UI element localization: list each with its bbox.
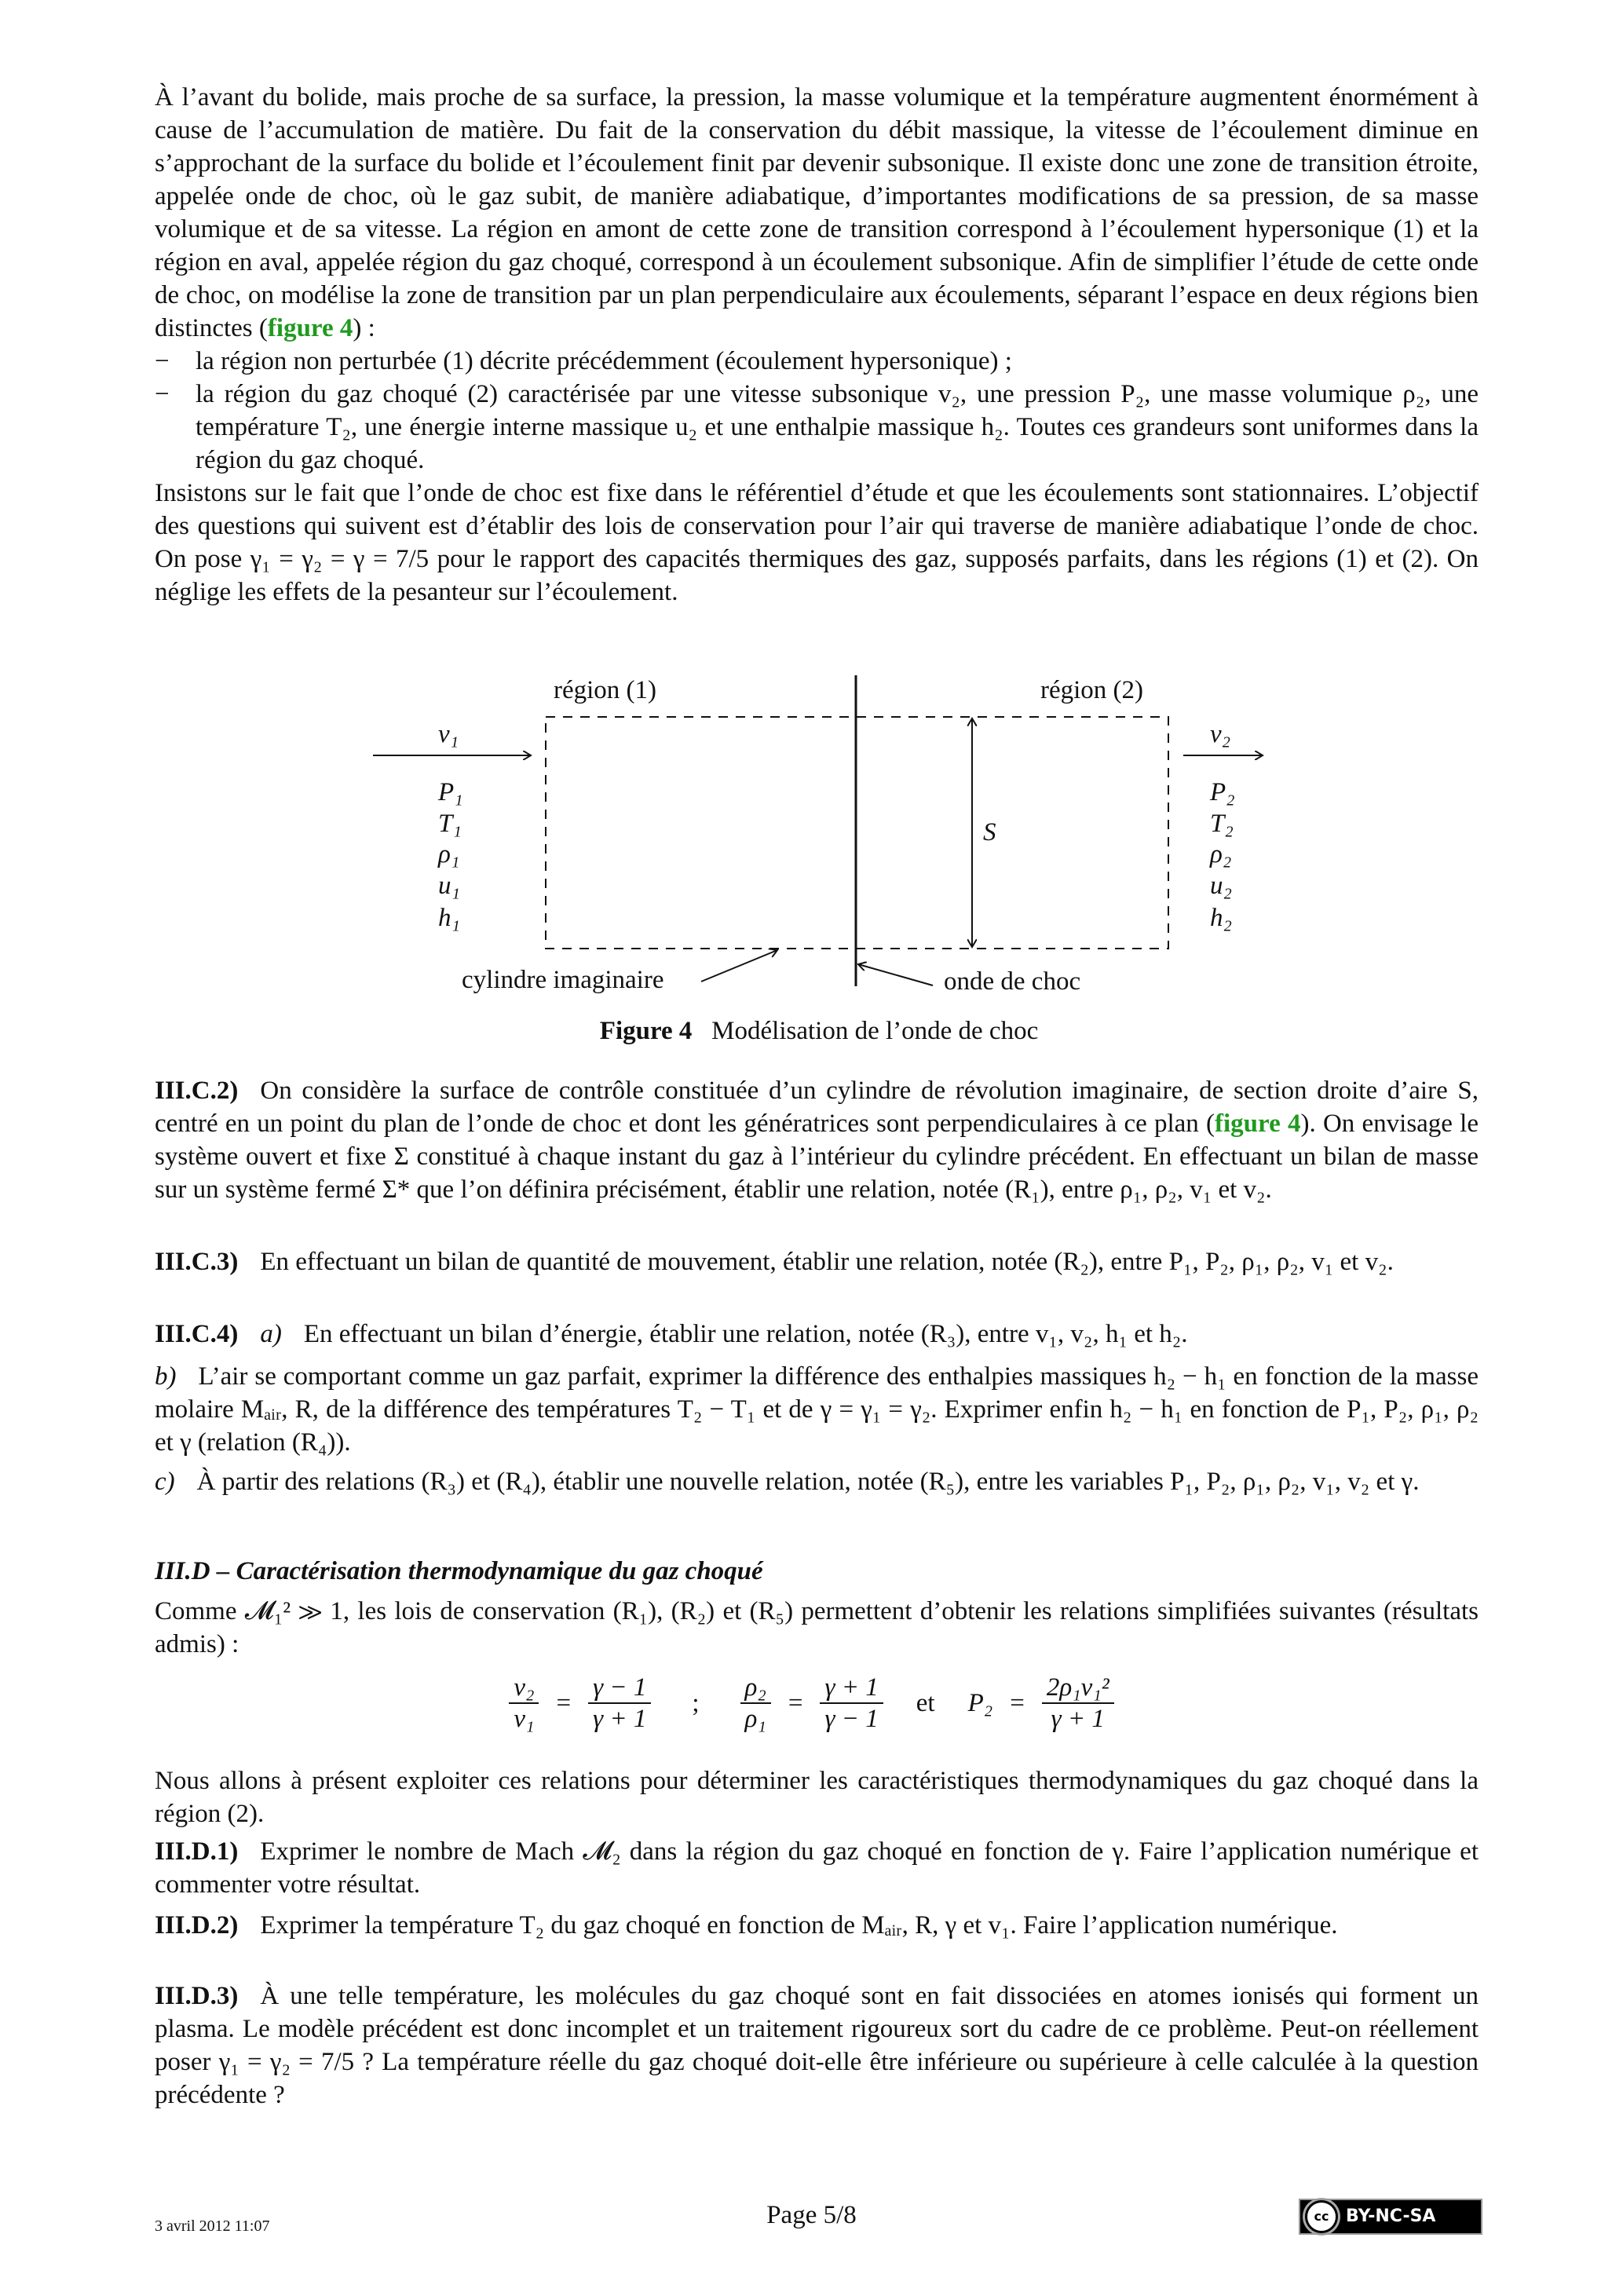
h2-label: h₂	[1210, 904, 1232, 932]
page-number: Page 5/8	[766, 2201, 857, 2229]
shock-pointer-arrow	[858, 964, 933, 985]
region-list	[155, 345, 1479, 477]
figure-4-link[interactable]: figure 4	[1215, 1110, 1301, 1138]
shock-label: onde de choc	[944, 967, 1081, 996]
u2-label: u₂	[1210, 872, 1232, 900]
section-d-after: Nous allons à présent exploiter ces relations pour déterminer les caractéristiques thermodynamiques du gaz choqué dans la région (2).	[155, 1767, 1479, 1828]
question-c4c: c) À partir des relations (R₃) et (R₄), établir une nouvelle relation, notée (R₅), entre les variables P₁, P₂, ρ₁, ρ₂, v₁, v₂ et γ.	[155, 1468, 1420, 1496]
region-2-label: région (2)	[1040, 676, 1144, 704]
cc-icon: cc	[1305, 2200, 1338, 2233]
question-d3: III.D.3) À une telle température, les molécules du gaz choqué sont en fait dissociées en atomes ionisés qui forment un plasma. Le modèle précédent est donc incomplet et un traitement rigoureux sort du cadre de ce problème. Peut-on réellement poser γ₁ = γ₂ = 7/5 ? La température réelle du gaz choqué doit-elle être inférieure ou supérieure à celle calculée à la question précédente ?	[155, 1982, 1479, 2109]
license-badge: cc BY-NC-SA	[1300, 2200, 1481, 2233]
footer-date: 3 avril 2012 11:07	[155, 2217, 270, 2235]
v1-label: v₁	[438, 720, 459, 748]
list-item: − la région non perturbée (1) décrite précédemment (écoulement hypersonique) ;	[155, 347, 1012, 375]
figure-caption: Figure 4 Modélisation de l’onde de choc	[599, 1017, 1039, 1045]
p1-label: P₁	[438, 778, 463, 806]
figure-4-link[interactable]: figure 4	[267, 314, 353, 342]
question-d1: III.D.1) Exprimer le nombre de Mach 𝓜₂ dans la région du gaz choqué en fonction de γ. Faire l’application numérique et commenter votre résultat.	[155, 1837, 1479, 1899]
rho2-label: ρ₂	[1210, 840, 1232, 868]
section-heading-iii-d: III.D – Caractérisation thermodynamique du gaz choqué	[155, 1557, 763, 1585]
s-label: S	[983, 818, 996, 846]
question-c4b: b) L’air se comportant comme un gaz parfait, exprimer la différence des enthalpies massiques h₂ − h₁ en fonction de la masse molaire Mₐᵢᵣ, R, de la différence des températures T₂ − T₁ et de γ = γ₁ = γ₂. Exprimer enfin h₂ − h₁ en fonction de P₁, P₂, ρ₁, ρ₂ et γ (relation (R₄)).	[155, 1362, 1479, 1457]
imaginary-cylinder	[546, 717, 1168, 949]
question-d2: III.D.2) Exprimer la température T₂ du gaz choqué en fonction de Mₐᵢᵣ, R, γ et v₁. Faire l’application numérique.	[155, 1911, 1338, 1940]
hypothesis-paragraph: Insistons sur le fait que l’onde de choc est fixe dans le référentiel d’étude et que les écoulements sont stationnaires. L’objectif des questions qui suivent est d’établir des lois de conservation pour l’air qui traverse de manière adiabatique l’onde de choc. On pose γ₁ = γ₂ = γ = 7/5 pour le rapport des capacités thermiques des gaz, supposés parfaits, dans les régions (1) et (2). On néglige les effets de la pesanteur sur l’écoulement.	[155, 479, 1479, 606]
intro-paragraph: À l’avant du bolide, mais proche de sa surface, la pression, la masse volumique et la température augmentent énormément à cause de l’accumulation de matière. Du fait de la conservation du débit massique, la vitesse de l’écoulement diminue en s’approchant de la surface du bolide et l’écoulement finit par devenir subsonique. Il existe donc une zone de transition étroite, appelée onde de choc, où le gaz subit, de manière adiabatique, d’importantes modifications de sa pression, de sa masse volumique et de sa vitesse. La région en amont de cette zone de transition correspond à l’écoulement hypersonique (1) et la région en aval, appelée région du gaz choqué, correspond à un écoulement subsonique. Afin de simplifier l’étude de cette onde de choc, on modélise la zone de transition par un plan perpendiculaire aux écoulements, séparant l’espace en deux régions bien distinctes (figure 4) :	[155, 83, 1479, 342]
u1-label: u₁	[438, 872, 460, 900]
t1-label: T₁	[438, 810, 462, 838]
region-1-label: région (1)	[554, 676, 657, 704]
p2-label: P₂	[1210, 778, 1235, 806]
rho1-label: ρ₁	[438, 840, 460, 868]
cylinder-pointer-arrow	[701, 950, 777, 982]
t2-label: T₂	[1210, 810, 1234, 838]
list-item: − la région du gaz choqué (2) caractérisée par une vitesse subsonique v₂, une pression P₂, une masse volumique ρ₂, une température T₂, une énergie interne massique u₂ et une enthalpie massique h₂. Toutes ces grandeurs sont uniformes dans la région du gaz choqué.	[155, 380, 1479, 474]
intro-section	[155, 81, 1479, 609]
h1-label: h₁	[438, 904, 460, 932]
simplified-relations-equation: $\frac{\text{v₂}}{\text{v₁}}$ = $\frac{\gamma - 1}{\gamma + 1}$ ; $\frac{\text{ρ₂}}{\text{ρ₁}}$ = $\frac{\gamma + 1}{\gamma - 1}$ et P₂ = $\frac{\text{2ρ₁v₁²}}{\gamma + 1}$	[0, 1673, 1623, 1734]
page-footer	[0, 2199, 1623, 2238]
question-c3: III.C.3) En effectuant un bilan de quantité de mouvement, établir une relation, notée (R₂), entre P₁, P₂, ρ₁, ρ₂, v₁ et v₂.	[155, 1248, 1394, 1276]
question-c2: III.C.2) On considère la surface de contrôle constituée d’un cylindre de révolution imaginaire, de section droite d’aire S, centré en un point du plan de l’onde de choc et dont les génératrices sont perpendiculaires à ce plan (figure 4). On envisage le système ouvert et fixe Σ constitué à chaque instant du gaz à l’intérieur du cylindre précédent. En effectuant un bilan de masse sur un système fermé Σ* que l’on définira précisément, établir une relation, notée (R₁), entre ρ₁, ρ₂, v₁ et v₂.	[155, 1077, 1479, 1204]
cylinder-label: cylindre imaginaire	[462, 966, 664, 994]
section-d-intro: Comme 𝓜₁² ≫ 1, les lois de conservation (R₁), (R₂) et (R₅) permettent d’obtenir les relations simplifiées suivantes (résultats admis) :	[155, 1597, 1479, 1658]
question-c4a: III.C.4) a) En effectuant un bilan d’énergie, établir une relation, notée (R₃), entre v₁, v₂, h₁ et h₂.	[155, 1320, 1188, 1348]
v2-label: v₂	[1210, 720, 1231, 748]
